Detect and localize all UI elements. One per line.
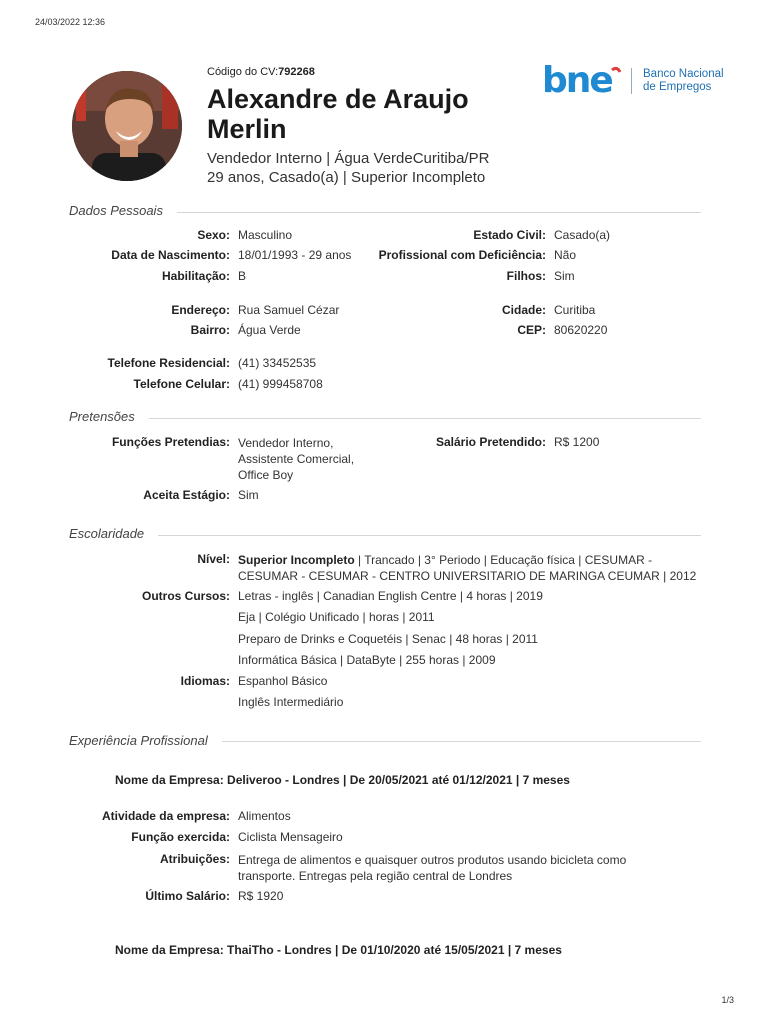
value-telefone-celular: (41) 999458708 — [238, 377, 323, 391]
value-funcoes-pretendidas — [238, 435, 354, 483]
atribuicoes-line2: transporte. Entregas pela região central de Londres — [238, 869, 513, 883]
logo-name — [643, 68, 724, 94]
curso-item: Eja | Colégio Unificado | horas | 2011 — [238, 610, 435, 624]
section-title-experiencia: Experiência Profissional — [69, 733, 222, 748]
label-telefone-celular: Telefone Celular: — [133, 377, 230, 391]
cv-code-value: 792268 — [278, 66, 315, 78]
value-atribuicoes — [238, 852, 626, 884]
atribuicoes-line1: Entrega de alimentos e quaisquer outros produtos usando bicicleta como — [238, 853, 627, 867]
page-number: 1/3 — [721, 995, 734, 1005]
value-endereco: Rua Samuel Cézar — [238, 303, 340, 317]
label-idiomas: Idiomas: — [180, 674, 230, 688]
value-bairro: Água Verde — [238, 323, 301, 337]
cv-code-label: Código do CV: — [207, 66, 279, 78]
value-sexo: Masculino — [238, 228, 293, 242]
empresa-header: Nome da Empresa: ThaiTho - Londres | De 01/10/2020 até 15/05/2021 | 7 meses — [115, 943, 562, 957]
value-salario-pretendido: R$ 1200 — [554, 435, 600, 449]
value-cep: 80620220 — [554, 323, 608, 337]
value-nivel — [238, 552, 708, 584]
value-nascimento: 18/01/1993 - 29 anos — [238, 248, 352, 262]
label-atribuicoes: Atribuições: — [159, 852, 230, 866]
label-filhos: Filhos: — [506, 269, 546, 283]
label-deficiencia: Profissional com Deficiência: — [378, 248, 546, 262]
label-atividade-empresa: Atividade da empresa: — [101, 809, 230, 823]
label-aceita-estagio: Aceita Estágio: — [143, 488, 230, 502]
label-funcoes-pretendidas: Funções Pretendias: — [111, 435, 230, 449]
profile-photo — [72, 71, 182, 181]
candidate-name-line2: Merlin — [207, 114, 287, 144]
nivel-instituicao: CESUMAR - CESUMAR - CENTRO UNIVERSITARIO DE MARINGA CEUMAR | 2012 — [238, 569, 697, 583]
funcao-item: Office Boy — [238, 468, 294, 482]
label-salario-pretendido: Salário Pretendido: — [435, 435, 546, 449]
curso-item: Preparo de Drinks e Coquetéis | Senac | 48 horas | 2011 — [238, 632, 538, 646]
value-filhos: Sim — [554, 269, 575, 283]
label-endereco: Endereço: — [171, 303, 230, 317]
logo-mark: bne — [542, 60, 612, 100]
label-outros-cursos: Outros Cursos: — [141, 589, 230, 603]
value-funcao-exercida: Ciclista Mensageiro — [238, 830, 343, 844]
nivel-detalhe: | Trancado | 3° Periodo | Educação física | CESUMAR - — [354, 553, 653, 567]
bne-logo — [540, 60, 740, 100]
candidate-role-location: Vendedor Interno | Água VerdeCuritiba/PR — [207, 150, 490, 167]
value-deficiencia: Não — [554, 248, 577, 262]
label-cep: CEP: — [517, 323, 546, 337]
cv-code — [207, 66, 315, 78]
label-ultimo-salario: Último Salário: — [145, 889, 230, 903]
label-cidade: Cidade: — [501, 303, 546, 317]
label-bairro: Bairro: — [190, 323, 230, 337]
value-habilitacao: B — [238, 269, 247, 283]
label-habilitacao: Habilitação: — [161, 269, 230, 283]
candidate-name-line1: Alexandre de Araujo — [207, 84, 469, 114]
curso-item: Informática Básica | DataByte | 255 horas | 2009 — [238, 653, 496, 667]
print-timestamp: 24/03/2022 12:36 — [35, 17, 106, 27]
section-title-escolaridade: Escolaridade — [69, 526, 158, 541]
label-sexo: Sexo: — [197, 228, 230, 242]
value-cidade: Curitiba — [554, 303, 596, 317]
candidate-age-status: 29 anos, Casado(a) | Superior Incompleto — [207, 169, 486, 186]
value-estado-civil: Casado(a) — [554, 228, 611, 242]
funcao-item: Vendedor Interno, — [238, 436, 334, 450]
nivel-grau: Superior Incompleto — [238, 553, 355, 567]
empresa-header: Nome da Empresa: Deliveroo - Londres | De 20/05/2021 até 01/12/2021 | 7 meses — [115, 773, 570, 787]
label-nivel: Nível: — [197, 552, 230, 566]
section-title-pretensoes: Pretensões — [69, 409, 149, 424]
idioma-item: Espanhol Básico — [238, 674, 328, 688]
candidate-name — [207, 84, 507, 144]
value-atividade-empresa: Alimentos — [238, 809, 291, 823]
label-nascimento: Data de Nascimento: — [111, 248, 230, 262]
funcao-item: Assistente Comercial, — [238, 452, 355, 466]
section-title-dados-pessoais: Dados Pessoais — [69, 203, 177, 218]
label-telefone-residencial: Telefone Residencial: — [107, 356, 230, 370]
curso-item: Letras - inglês | Canadian English Centre | 4 horas | 2019 — [238, 589, 543, 603]
idioma-item: Inglês Intermediário — [238, 695, 344, 709]
value-aceita-estagio: Sim — [238, 488, 259, 502]
value-telefone-residencial: (41) 33452535 — [238, 356, 317, 370]
value-ultimo-salario: R$ 1920 — [238, 889, 284, 903]
label-funcao-exercida: Função exercida: — [131, 830, 230, 844]
logo-line1: Banco Nacional — [643, 68, 724, 80]
logo-line2: de Empregos — [643, 81, 712, 93]
label-estado-civil: Estado Civil: — [473, 228, 546, 242]
